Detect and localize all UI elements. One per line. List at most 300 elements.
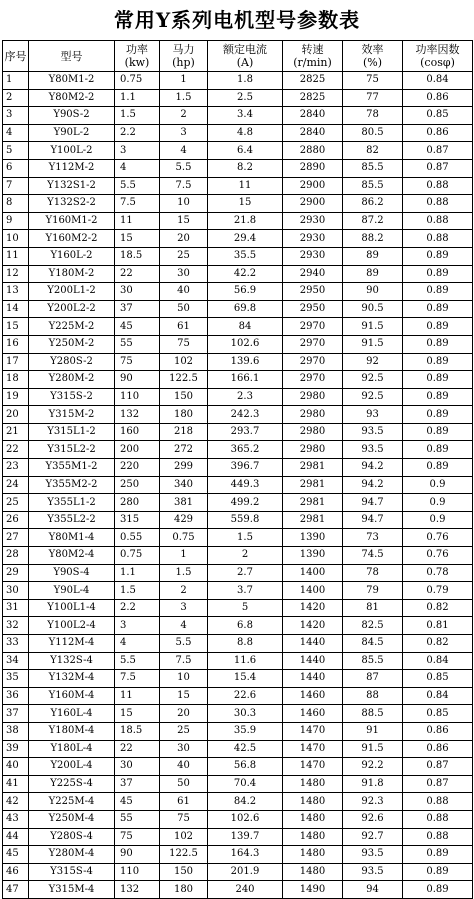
cell-index: 38: [3, 722, 29, 740]
cell-power: 1.5: [115, 107, 160, 125]
cell-power-factor: 0.88: [403, 810, 473, 828]
cell-index: 21: [3, 423, 29, 441]
cell-index: 12: [3, 265, 29, 283]
cell-power: 11: [115, 212, 160, 230]
table-row: [3, 441, 473, 459]
table-row: [3, 617, 473, 635]
cell-horsepower: 122.5: [160, 846, 208, 864]
cell-power-factor: 0.78: [403, 564, 473, 582]
cell-model: Y132S-4: [29, 652, 115, 670]
cell-power-factor: 0.89: [403, 406, 473, 424]
cell-speed: 2970: [283, 353, 343, 371]
cell-rated-current: 499.2: [208, 494, 283, 512]
cell-horsepower: 40: [160, 283, 208, 301]
cell-efficiency: 73: [343, 529, 403, 547]
cell-power-factor: 0.87: [403, 758, 473, 776]
table-row: [3, 564, 473, 582]
cell-speed: 2900: [283, 195, 343, 213]
cell-power: 5.5: [115, 177, 160, 195]
cell-efficiency: 77: [343, 89, 403, 107]
cell-horsepower: 50: [160, 775, 208, 793]
cell-rated-current: 102.6: [208, 810, 283, 828]
header-speed: [283, 41, 343, 72]
cell-model: Y315M-4: [29, 881, 115, 899]
cell-model: Y180L-4: [29, 740, 115, 758]
cell-power-factor: 0.89: [403, 335, 473, 353]
header-hp-unit: (hp): [172, 56, 195, 69]
cell-efficiency: 93.5: [343, 846, 403, 864]
cell-model: Y100L2-4: [29, 617, 115, 635]
cell-model: Y90L-4: [29, 582, 115, 600]
table-row: [3, 810, 473, 828]
cell-power-factor: 0.86: [403, 124, 473, 142]
cell-horsepower: 50: [160, 300, 208, 318]
cell-index: 8: [3, 195, 29, 213]
cell-speed: 1390: [283, 547, 343, 565]
cell-efficiency: 92.2: [343, 758, 403, 776]
table-row: [3, 388, 473, 406]
table-row: [3, 406, 473, 424]
cell-power: 2.2: [115, 124, 160, 142]
cell-horsepower: 150: [160, 863, 208, 881]
table-row: [3, 177, 473, 195]
cell-horsepower: 218: [160, 423, 208, 441]
cell-index: 24: [3, 476, 29, 494]
cell-power-factor: 0.84: [403, 72, 473, 90]
cell-model: Y280M-4: [29, 846, 115, 864]
cell-index: 37: [3, 705, 29, 723]
cell-model: Y225M-4: [29, 793, 115, 811]
cell-rated-current: 242.3: [208, 406, 283, 424]
cell-index: 20: [3, 406, 29, 424]
cell-power: 37: [115, 300, 160, 318]
cell-efficiency: 91.5: [343, 318, 403, 336]
header-current-label: 额定电流: [223, 43, 267, 56]
cell-rated-current: 35.5: [208, 247, 283, 265]
cell-horsepower: 40: [160, 758, 208, 776]
cell-speed: 2825: [283, 89, 343, 107]
cell-rated-current: 42.5: [208, 740, 283, 758]
cell-power-factor: 0.89: [403, 247, 473, 265]
cell-power-factor: 0.9: [403, 494, 473, 512]
cell-efficiency: 90: [343, 283, 403, 301]
table-row: [3, 740, 473, 758]
cell-rated-current: 365.2: [208, 441, 283, 459]
cell-efficiency: 84.5: [343, 635, 403, 653]
cell-model: Y132M-4: [29, 670, 115, 688]
cell-rated-current: 15: [208, 195, 283, 213]
table-row: [3, 529, 473, 547]
header-index: 序号: [3, 41, 29, 72]
cell-power: 1.5: [115, 582, 160, 600]
cell-power-factor: 0.88: [403, 230, 473, 248]
cell-index: 19: [3, 388, 29, 406]
cell-power: 30: [115, 758, 160, 776]
cell-speed: 2980: [283, 423, 343, 441]
cell-efficiency: 91.5: [343, 335, 403, 353]
cell-power: 37: [115, 775, 160, 793]
cell-horsepower: 1.5: [160, 89, 208, 107]
cell-horsepower: 102: [160, 353, 208, 371]
table-row: [3, 353, 473, 371]
cell-model: Y355L1-2: [29, 494, 115, 512]
cell-power-factor: 0.89: [403, 846, 473, 864]
cell-index: 2: [3, 89, 29, 107]
cell-rated-current: 30.3: [208, 705, 283, 723]
cell-index: 41: [3, 775, 29, 793]
table-row: [3, 494, 473, 512]
cell-rated-current: 1.8: [208, 72, 283, 90]
cell-power-factor: 0.84: [403, 652, 473, 670]
cell-model: Y160M1-2: [29, 212, 115, 230]
cell-rated-current: 449.3: [208, 476, 283, 494]
cell-power-factor: 0.79: [403, 582, 473, 600]
table-row: [3, 300, 473, 318]
cell-index: 16: [3, 335, 29, 353]
cell-power-factor: 0.9: [403, 476, 473, 494]
cell-model: Y90L-2: [29, 124, 115, 142]
cell-speed: 2981: [283, 511, 343, 529]
cell-efficiency: 91: [343, 722, 403, 740]
cell-speed: 1440: [283, 670, 343, 688]
header-power-factor: [403, 41, 473, 72]
table-row: [3, 371, 473, 389]
cell-speed: 2840: [283, 107, 343, 125]
cell-horsepower: 381: [160, 494, 208, 512]
motor-spec-table: [2, 40, 473, 899]
cell-speed: 1440: [283, 652, 343, 670]
cell-power-factor: 0.85: [403, 670, 473, 688]
cell-horsepower: 2: [160, 582, 208, 600]
cell-model: Y315L1-2: [29, 423, 115, 441]
cell-power: 200: [115, 441, 160, 459]
cell-power-factor: 0.88: [403, 177, 473, 195]
cell-power: 11: [115, 687, 160, 705]
page-title: 常用Y系列电机型号参数表: [113, 8, 361, 32]
cell-rated-current: 6.8: [208, 617, 283, 635]
cell-power: 280: [115, 494, 160, 512]
cell-rated-current: 1.5: [208, 529, 283, 547]
cell-power-factor: 0.87: [403, 142, 473, 160]
cell-efficiency: 75: [343, 72, 403, 90]
cell-model: Y355M1-2: [29, 459, 115, 477]
table-row: [3, 283, 473, 301]
cell-model: Y200L1-2: [29, 283, 115, 301]
cell-rated-current: 139.6: [208, 353, 283, 371]
cell-model: Y80M1-4: [29, 529, 115, 547]
cell-horsepower: 299: [160, 459, 208, 477]
cell-power: 220: [115, 459, 160, 477]
cell-power-factor: 0.89: [403, 441, 473, 459]
table-row: [3, 230, 473, 248]
header-efficiency: [343, 41, 403, 72]
cell-horsepower: 15: [160, 687, 208, 705]
cell-model: Y100L1-4: [29, 599, 115, 617]
cell-power-factor: 0.84: [403, 687, 473, 705]
cell-index: 45: [3, 846, 29, 864]
table-row: [3, 828, 473, 846]
cell-power: 30: [115, 283, 160, 301]
cell-power: 250: [115, 476, 160, 494]
cell-horsepower: 25: [160, 722, 208, 740]
cell-power-factor: 0.9: [403, 511, 473, 529]
cell-speed: 2840: [283, 124, 343, 142]
cell-index: 15: [3, 318, 29, 336]
cell-horsepower: 61: [160, 318, 208, 336]
cell-index: 31: [3, 599, 29, 617]
cell-model: Y90S-2: [29, 107, 115, 125]
cell-power-factor: 0.82: [403, 599, 473, 617]
cell-model: Y250M-2: [29, 335, 115, 353]
cell-speed: 2970: [283, 371, 343, 389]
cell-speed: 1470: [283, 722, 343, 740]
table-row: [3, 846, 473, 864]
cell-power-factor: 0.89: [403, 265, 473, 283]
header-power: [115, 41, 160, 72]
cell-power-factor: 0.89: [403, 371, 473, 389]
cell-horsepower: 7.5: [160, 652, 208, 670]
cell-efficiency: 92.3: [343, 793, 403, 811]
cell-index: 7: [3, 177, 29, 195]
header-speed-label: 转速: [301, 43, 324, 56]
cell-horsepower: 1: [160, 547, 208, 565]
cell-speed: 2930: [283, 212, 343, 230]
cell-model: Y180M-2: [29, 265, 115, 283]
cell-horsepower: 0.75: [160, 529, 208, 547]
cell-index: 44: [3, 828, 29, 846]
cell-rated-current: 8.2: [208, 159, 283, 177]
cell-index: 33: [3, 635, 29, 653]
cell-model: Y315S-4: [29, 863, 115, 881]
cell-power: 110: [115, 388, 160, 406]
cell-horsepower: 2: [160, 107, 208, 125]
cell-speed: 2980: [283, 441, 343, 459]
cell-efficiency: 92.5: [343, 388, 403, 406]
cell-speed: 1400: [283, 582, 343, 600]
cell-rated-current: 102.6: [208, 335, 283, 353]
cell-horsepower: 75: [160, 335, 208, 353]
cell-horsepower: 61: [160, 793, 208, 811]
cell-efficiency: 74.5: [343, 547, 403, 565]
cell-speed: 2980: [283, 388, 343, 406]
cell-index: 3: [3, 107, 29, 125]
cell-horsepower: 10: [160, 670, 208, 688]
cell-model: Y200L-4: [29, 758, 115, 776]
cell-speed: 1480: [283, 863, 343, 881]
cell-power: 315: [115, 511, 160, 529]
cell-power: 22: [115, 265, 160, 283]
cell-speed: 1470: [283, 740, 343, 758]
cell-horsepower: 20: [160, 705, 208, 723]
cell-model: Y225S-4: [29, 775, 115, 793]
cell-rated-current: 2.3: [208, 388, 283, 406]
table-row: [3, 142, 473, 160]
cell-speed: 1460: [283, 687, 343, 705]
cell-power: 18.5: [115, 722, 160, 740]
cell-efficiency: 94.7: [343, 511, 403, 529]
header-row: [3, 41, 473, 72]
cell-power: 45: [115, 793, 160, 811]
cell-efficiency: 92.5: [343, 371, 403, 389]
cell-speed: 2825: [283, 72, 343, 90]
cell-horsepower: 180: [160, 881, 208, 899]
cell-power: 132: [115, 406, 160, 424]
cell-speed: 2880: [283, 142, 343, 160]
cell-model: Y90S-4: [29, 564, 115, 582]
cell-index: 13: [3, 283, 29, 301]
cell-rated-current: 201.9: [208, 863, 283, 881]
table-row: [3, 705, 473, 723]
cell-speed: 1480: [283, 810, 343, 828]
cell-model: Y280S-2: [29, 353, 115, 371]
cell-model: Y315L2-2: [29, 441, 115, 459]
cell-efficiency: 91.8: [343, 775, 403, 793]
cell-efficiency: 93.5: [343, 423, 403, 441]
cell-horsepower: 4: [160, 617, 208, 635]
cell-model: Y160L-2: [29, 247, 115, 265]
cell-rated-current: 2: [208, 547, 283, 565]
cell-index: 42: [3, 793, 29, 811]
cell-model: Y280M-2: [29, 371, 115, 389]
cell-horsepower: 5.5: [160, 159, 208, 177]
cell-efficiency: 78: [343, 107, 403, 125]
cell-power-factor: 0.76: [403, 547, 473, 565]
cell-power: 0.75: [115, 547, 160, 565]
cell-efficiency: 92.6: [343, 810, 403, 828]
cell-horsepower: 4: [160, 142, 208, 160]
cell-power-factor: 0.82: [403, 635, 473, 653]
cell-model: Y200L2-2: [29, 300, 115, 318]
cell-index: 6: [3, 159, 29, 177]
cell-efficiency: 92.7: [343, 828, 403, 846]
cell-rated-current: 15.4: [208, 670, 283, 688]
cell-horsepower: 429: [160, 511, 208, 529]
cell-index: 9: [3, 212, 29, 230]
cell-speed: 1480: [283, 828, 343, 846]
cell-efficiency: 82.5: [343, 617, 403, 635]
cell-efficiency: 94.2: [343, 459, 403, 477]
cell-speed: 2950: [283, 300, 343, 318]
cell-speed: 2981: [283, 476, 343, 494]
cell-index: 18: [3, 371, 29, 389]
cell-index: 35: [3, 670, 29, 688]
cell-index: 34: [3, 652, 29, 670]
cell-efficiency: 94.7: [343, 494, 403, 512]
cell-efficiency: 85.5: [343, 652, 403, 670]
cell-horsepower: 272: [160, 441, 208, 459]
table-row: [3, 265, 473, 283]
cell-horsepower: 340: [160, 476, 208, 494]
cell-model: Y160L-4: [29, 705, 115, 723]
header-efficiency-unit: (%): [362, 56, 383, 69]
cell-power-factor: 0.89: [403, 300, 473, 318]
cell-model: Y180M-4: [29, 722, 115, 740]
cell-rated-current: 84: [208, 318, 283, 336]
cell-speed: 1460: [283, 705, 343, 723]
cell-rated-current: 2.7: [208, 564, 283, 582]
cell-index: 26: [3, 511, 29, 529]
cell-rated-current: 8.8: [208, 635, 283, 653]
cell-speed: 1440: [283, 635, 343, 653]
cell-index: 46: [3, 863, 29, 881]
cell-model: Y100L-2: [29, 142, 115, 160]
cell-model: Y80M2-4: [29, 547, 115, 565]
cell-rated-current: 56.9: [208, 283, 283, 301]
cell-speed: 2970: [283, 335, 343, 353]
cell-horsepower: 10: [160, 195, 208, 213]
cell-power: 5.5: [115, 652, 160, 670]
cell-power: 55: [115, 335, 160, 353]
table-row: [3, 547, 473, 565]
cell-efficiency: 94.2: [343, 476, 403, 494]
table-row: [3, 124, 473, 142]
cell-rated-current: 164.3: [208, 846, 283, 864]
cell-index: 23: [3, 459, 29, 477]
cell-power-factor: 0.85: [403, 705, 473, 723]
cell-rated-current: 21.8: [208, 212, 283, 230]
cell-model: Y132S1-2: [29, 177, 115, 195]
cell-power-factor: 0.89: [403, 863, 473, 881]
cell-efficiency: 78: [343, 564, 403, 582]
cell-power-factor: 0.86: [403, 722, 473, 740]
cell-efficiency: 87.2: [343, 212, 403, 230]
cell-efficiency: 79: [343, 582, 403, 600]
cell-index: 47: [3, 881, 29, 899]
cell-horsepower: 15: [160, 212, 208, 230]
cell-power: 18.5: [115, 247, 160, 265]
cell-power: 0.55: [115, 529, 160, 547]
cell-model: Y112M-2: [29, 159, 115, 177]
cell-power-factor: 0.86: [403, 740, 473, 758]
cell-index: 4: [3, 124, 29, 142]
table-row: [3, 212, 473, 230]
cell-power-factor: 0.88: [403, 828, 473, 846]
cell-power: 15: [115, 705, 160, 723]
header-pf-label: 功率因数: [415, 43, 460, 56]
cell-speed: 1400: [283, 564, 343, 582]
cell-horsepower: 3: [160, 599, 208, 617]
cell-rated-current: 11: [208, 177, 283, 195]
cell-speed: 1480: [283, 846, 343, 864]
cell-horsepower: 30: [160, 740, 208, 758]
table-row: [3, 722, 473, 740]
table-row: [3, 652, 473, 670]
table-body: [3, 72, 473, 899]
header-current-unit: (A): [236, 56, 254, 69]
cell-speed: 2930: [283, 230, 343, 248]
cell-index: 14: [3, 300, 29, 318]
cell-index: 43: [3, 810, 29, 828]
cell-model: Y315S-2: [29, 388, 115, 406]
table-row: [3, 582, 473, 600]
cell-rated-current: 3.4: [208, 107, 283, 125]
cell-power: 110: [115, 863, 160, 881]
table-row: [3, 459, 473, 477]
cell-speed: 2930: [283, 247, 343, 265]
cell-power-factor: 0.89: [403, 318, 473, 336]
cell-horsepower: 20: [160, 230, 208, 248]
cell-power: 1.1: [115, 564, 160, 582]
table-header: [3, 41, 473, 72]
cell-speed: 1390: [283, 529, 343, 547]
cell-rated-current: 35.9: [208, 722, 283, 740]
cell-power-factor: 0.88: [403, 793, 473, 811]
cell-rated-current: 5: [208, 599, 283, 617]
table-row: [3, 159, 473, 177]
cell-index: 25: [3, 494, 29, 512]
table-row: [3, 670, 473, 688]
table-row: [3, 423, 473, 441]
